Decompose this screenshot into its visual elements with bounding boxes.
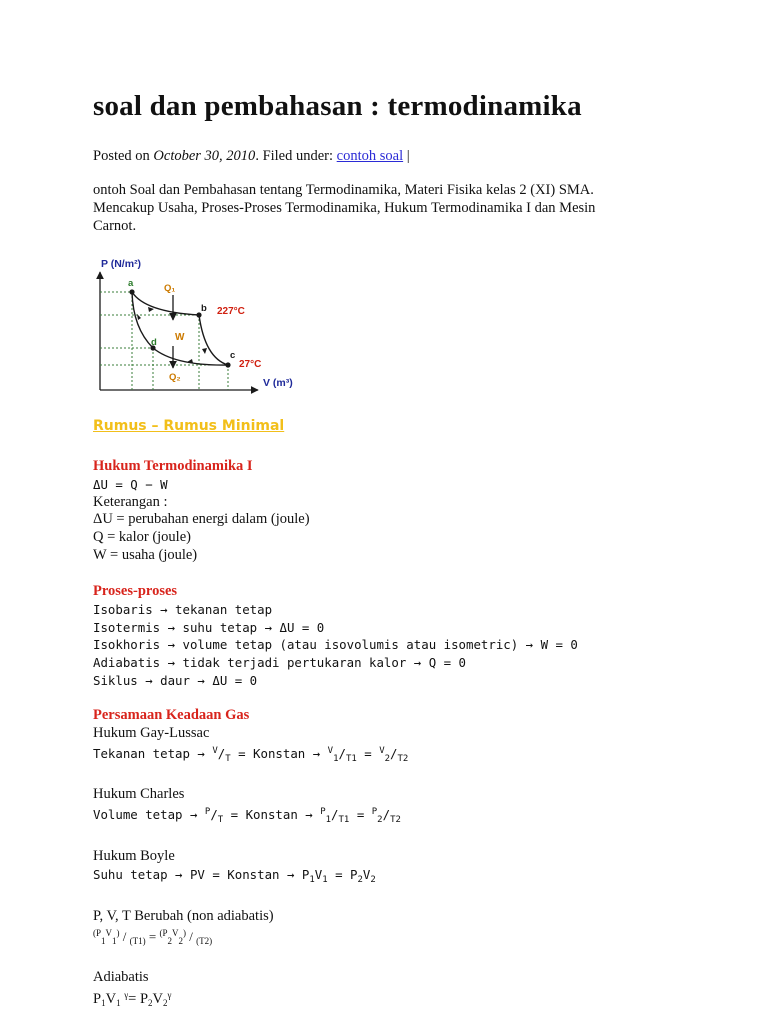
pv-diagram-svg: [93, 250, 308, 400]
charles-label: Hukum Charles: [93, 786, 185, 803]
category-link[interactable]: contoh soal: [336, 148, 404, 164]
adiabat-da: [132, 292, 153, 348]
guide-lines: [100, 292, 228, 390]
section-heading: Hukum Termodinamika I: [93, 458, 253, 474]
boyle-label: Hukum Boyle: [93, 847, 175, 864]
gay-lussac-prefix: Tekanan tetap →: [93, 745, 213, 761]
page-title: soal dan pembahasan : termodinamika: [93, 90, 582, 122]
gay-lussac-eq: = Konstan →: [230, 745, 328, 761]
formula-first-law: ΔU = Q − W: [93, 476, 168, 492]
adiabatis-label: Adiabatis: [93, 969, 149, 986]
q2-label: Q₂: [169, 372, 181, 383]
work-label: W: [175, 332, 185, 343]
pvt-formula: $^{(P}_1^V_1$) / $_{(T1)}$ = $^{(P}_2^V_2$) / $_{(T2)}$: [93, 928, 213, 947]
definition-q: Q = kalor (joule): [93, 529, 191, 546]
keterangan-label: Keterangan :: [93, 493, 168, 510]
charles-prefix: Volume tetap →: [93, 807, 205, 823]
x-axis-label: V (m³): [263, 377, 293, 389]
proses-isobaris: Isobaris → tekanan tetap: [93, 601, 273, 617]
gay-lussac-formula: Tekanan tetap → $^V/_T$ = Konstan → $^V_1/_{T1} = ^V_2/_{T2}$: [93, 745, 409, 764]
section-heading: Persamaan Keadaan Gas: [93, 707, 250, 723]
charles-eq: = Konstan →: [223, 807, 321, 823]
pvt-label: P, V, T Berubah (non adiabatis): [93, 907, 274, 924]
post-date: October 30, 2010: [153, 148, 256, 164]
t-low-label: 27°C: [239, 359, 262, 370]
state-points: [129, 289, 230, 367]
rumus-heading: Rumus – Rumus Minimal: [93, 418, 285, 434]
point-c-label: c: [230, 350, 236, 361]
post-meta: [93, 148, 410, 165]
hukum-termodinamika-section: [93, 458, 310, 565]
proses-adiabatis: Adiabatis → tidak terjadi pertukaran kalor → Q = 0: [93, 655, 466, 671]
y-axis-label: P (N/m²): [101, 258, 142, 270]
boyle-prefix: Suhu tetap → PV = Konstan →: [93, 866, 302, 882]
proses-section: [93, 583, 578, 690]
proses-isotermis: Isotermis → suhu tetap → ΔU = 0: [93, 619, 325, 635]
gas-section: [93, 707, 408, 1013]
proses-siklus: Siklus → daur → ΔU = 0: [93, 672, 258, 688]
q1-label: Q₁: [164, 283, 176, 294]
intro-line: ontoh Soal dan Pembahasan tentang Termodinamika, Materi Fisika kelas 2 (XI) SMA.: [93, 182, 594, 198]
boyle-formula: Suhu tetap → PV = Konstan → $P_1V_1 = P_2V_2$: [93, 866, 376, 885]
definition-du: ΔU = perubahan energi dalam (joule): [93, 511, 310, 528]
intro-line: Mencakup Usaha, Proses-Proses Termodinamika, Hukum Termodinamika I dan Mesin: [93, 200, 596, 216]
point-d-label: d: [151, 337, 157, 348]
posted-on-label: Posted on: [93, 148, 150, 164]
point-a-label: a: [128, 278, 134, 289]
proses-isokhoris: Isokhoris → volume tetap (atau isovolumis atau isometric) → W = 0: [93, 637, 578, 653]
cycle-curves: [132, 292, 228, 365]
filed-under-label: . Filed under:: [255, 148, 334, 164]
intro-paragraph: [93, 181, 653, 235]
point-b-label: b: [201, 303, 207, 314]
adiabatis-formula: $P_1V_1$ $^\gamma= P_2V_2^\gamma$: [93, 989, 172, 1008]
t-high-label: 227°C: [217, 306, 245, 317]
isotherm-hot: [132, 292, 199, 315]
charles-formula: Volume tetap → $^P/_T$ = Konstan → $^P_1/_{T1} = ^P_2/_{T2}$: [93, 807, 401, 826]
intro-line: Carnot.: [93, 218, 137, 234]
adiabat-bc: [199, 315, 228, 365]
meta-separator: |: [403, 148, 410, 164]
pv-diagram: [93, 250, 308, 405]
section-heading: Proses-proses: [93, 583, 178, 599]
gay-lussac-label: Hukum Gay-Lussac: [93, 724, 210, 741]
definition-w: W = usaha (joule): [93, 546, 198, 563]
